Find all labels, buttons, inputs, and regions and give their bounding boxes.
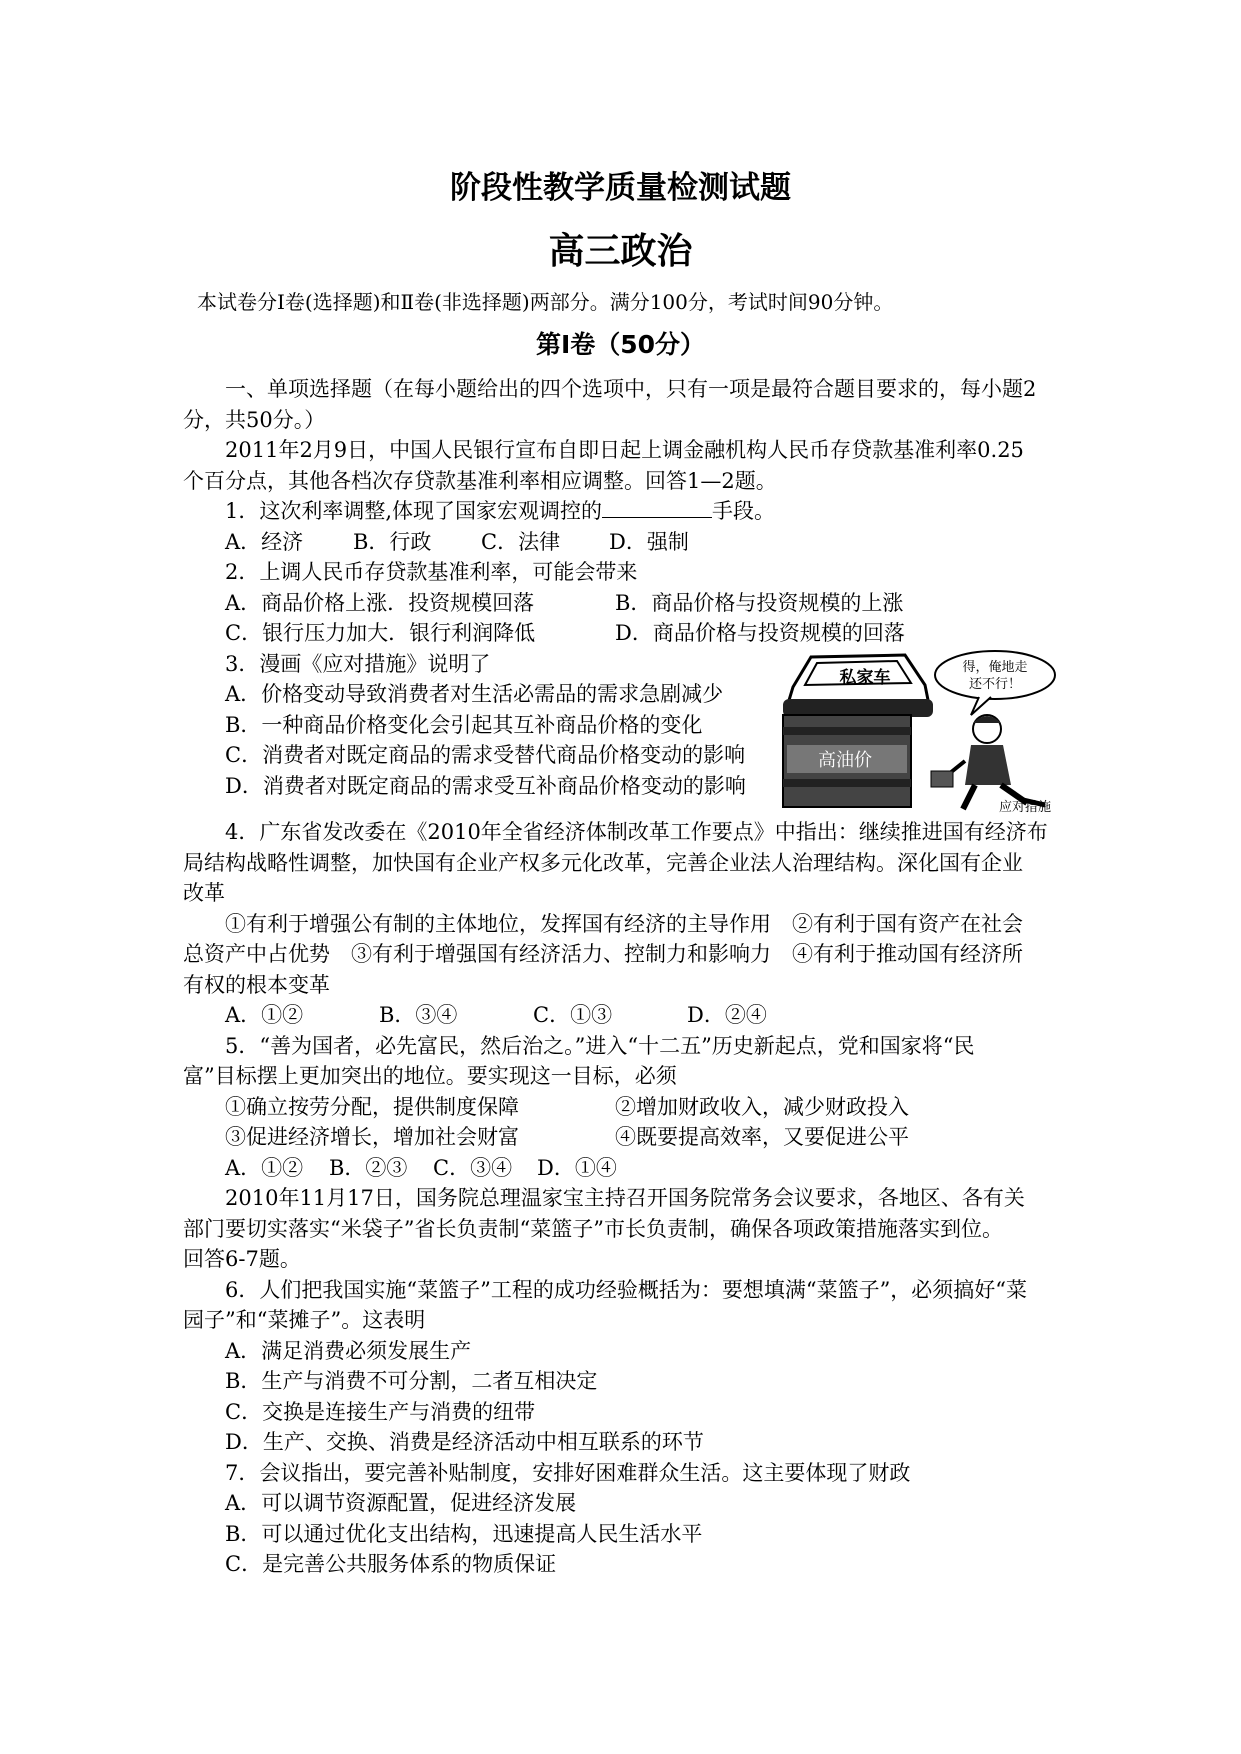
option: A．满足消费必须发展生产 — [225, 1338, 472, 1363]
section-heading: 一、单项选择题（在每小题给出的四个选项中，只有一项是最符合题目要求的，每小题2 — [225, 377, 1037, 401]
car-label: 私家车 — [839, 667, 891, 688]
question-stem: 3．漫画《应对措施》说明了 — [225, 651, 491, 676]
cartoon-image — [765, 649, 1070, 814]
question-stem: 改革 — [183, 881, 225, 905]
option: D．①④ — [537, 1155, 617, 1180]
barrel-label: 高油价 — [818, 749, 872, 771]
exam-body — [183, 374, 1083, 1580]
option: C．①③ — [533, 1003, 613, 1027]
material-text: 部门要切实落实“米袋子”省长负责制“菜篮子”市长负责制，确保各项政策措施落实到位。 — [183, 1216, 1003, 1241]
q4-options — [183, 1000, 1083, 1031]
item: ②增加财政收入，减少财政投入 — [615, 1094, 909, 1119]
man-drawing — [931, 715, 1045, 809]
question-stem: 4．广东省发改委在《2010年全省经济体制改革工作要点》中指出：继续推进国有经济布 — [225, 820, 1048, 844]
option: A．①② — [225, 1155, 304, 1180]
question-stem: 局结构战略性调整，加快国有企业产权多元化改革，完善企业法人治理结构。深化国有企业 — [183, 850, 1023, 875]
option: C．银行压力加大．银行利润降低 — [225, 621, 536, 645]
option: B．③④ — [379, 1003, 458, 1027]
question-stem: 园子”和“菜摊子”。这表明 — [183, 1308, 426, 1332]
option: D．强制 — [609, 529, 689, 554]
material-text: 2010年11月17日，国务院总理温家宝主持召开国务院常务会议要求，各地区、各有关 — [225, 1186, 1025, 1210]
exam-intro: 本试卷分Ⅰ卷(选择题)和Ⅱ卷(非选择题)两部分。满分100分，考试时间90分钟。 — [197, 290, 894, 314]
option: C．③④ — [433, 1155, 513, 1180]
speech-text: 得，俺地走 — [962, 659, 1028, 675]
q1-options — [183, 527, 1083, 558]
question-stem: 5．“善为国者，必先富民，然后治之。”进入“十二五”历史新起点，党和国家将“民 — [225, 1033, 975, 1058]
cartoon-caption: 应对措施 — [998, 799, 1051, 814]
option: D．生产、交换、消费是经济活动中相互联系的环节 — [225, 1430, 704, 1454]
option: B．可以通过优化支出结构，迅速提高人民生活水平 — [225, 1521, 703, 1546]
option: A．商品价格上涨．投资规模回落 — [225, 590, 535, 615]
q4-items: 总资产中占优势 ③有利于增强国有经济活力、控制力和影响力 ④有利于推动国有经济所 — [183, 942, 1023, 966]
exam-title: 阶段性教学质量检测试题 — [450, 170, 791, 206]
q5-items — [183, 1092, 1083, 1153]
question-stem: 2．上调人民币存贷款基准利率，可能会带来 — [225, 560, 638, 584]
question-stem: 6．人们把我国实施“菜篮子”工程的成功经验概括为：要想填满“菜篮子”，必须搞好“菜 — [225, 1277, 1028, 1302]
q1-stem-end: 手段。 — [712, 499, 776, 523]
option: A．价格变动导致消费者对生活必需品的需求急剧减少 — [225, 682, 724, 706]
question-stem — [183, 496, 1083, 527]
option: A．经济 — [225, 529, 304, 554]
option: B．商品价格与投资规模的上涨 — [615, 590, 904, 615]
question-stem: 富”目标摆上更加突出的地位。要实现这一目标，必须 — [183, 1064, 677, 1088]
q4-items: ①有利于增强公有制的主体地位，发挥国有经济的主导作用 ②有利于国有资产在社会 — [225, 911, 1023, 936]
item: ③促进经济增长，增加社会财富 — [225, 1125, 519, 1149]
question-stem: 7．会议指出，要完善补贴制度，安排好困难群众生活。这主要体现了财政 — [225, 1460, 911, 1485]
part-heading: 第Ⅰ卷（50分） — [535, 330, 706, 359]
material-text: 回答6-7题。 — [183, 1247, 301, 1271]
option: D．商品价格与投资规模的回落 — [615, 621, 905, 645]
item: ①确立按劳分配，提供制度保障 — [225, 1094, 519, 1119]
q3-block — [183, 649, 1083, 814]
option: D．消费者对既定商品的需求受互补商品价格变动的影响 — [225, 773, 746, 798]
answer-blank — [602, 497, 712, 518]
barrel-drawing — [783, 715, 911, 807]
item: ④既要提高效率，又要促进公平 — [615, 1125, 909, 1149]
material-text: 个百分点，其他各档次存贷款基准利率相应调整。回答1—2题。 — [183, 468, 777, 493]
q4-items: 有权的根本变革 — [183, 972, 330, 997]
q1-stem: 1．这次利率调整,体现了国家宏观调控的 — [225, 499, 603, 523]
option: B．行政 — [353, 529, 432, 554]
subject-title: 高三政治 — [548, 231, 693, 272]
speech-bubble — [935, 651, 1055, 715]
option: B．一种商品价格变化会引起其互补商品价格的变化 — [225, 712, 703, 737]
option: C．是完善公共服务体系的物质保证 — [225, 1552, 557, 1576]
material-text: 2011年2月9日，中国人民银行宣布自即日起上调金融机构人民币存贷款基准利率0.25 — [225, 438, 1024, 462]
q2-options — [183, 588, 1083, 649]
option: A．①② — [225, 1003, 304, 1027]
option: C．法律 — [481, 529, 561, 554]
section-heading-cont: 分，共50分。） — [183, 407, 326, 432]
car-drawing — [783, 655, 933, 717]
option: C．消费者对既定商品的需求受替代商品价格变动的影响 — [225, 743, 746, 767]
q5-options — [183, 1153, 1083, 1184]
option: C．交换是连接生产与消费的纽带 — [225, 1399, 536, 1424]
speech-text: 还不行！ — [968, 676, 1022, 692]
option: A．可以调节资源配置，促进经济发展 — [225, 1491, 577, 1515]
option: B．②③ — [329, 1155, 408, 1180]
option: B．生产与消费不可分割，二者互相决定 — [225, 1369, 598, 1393]
option: D．②④ — [687, 1003, 767, 1027]
